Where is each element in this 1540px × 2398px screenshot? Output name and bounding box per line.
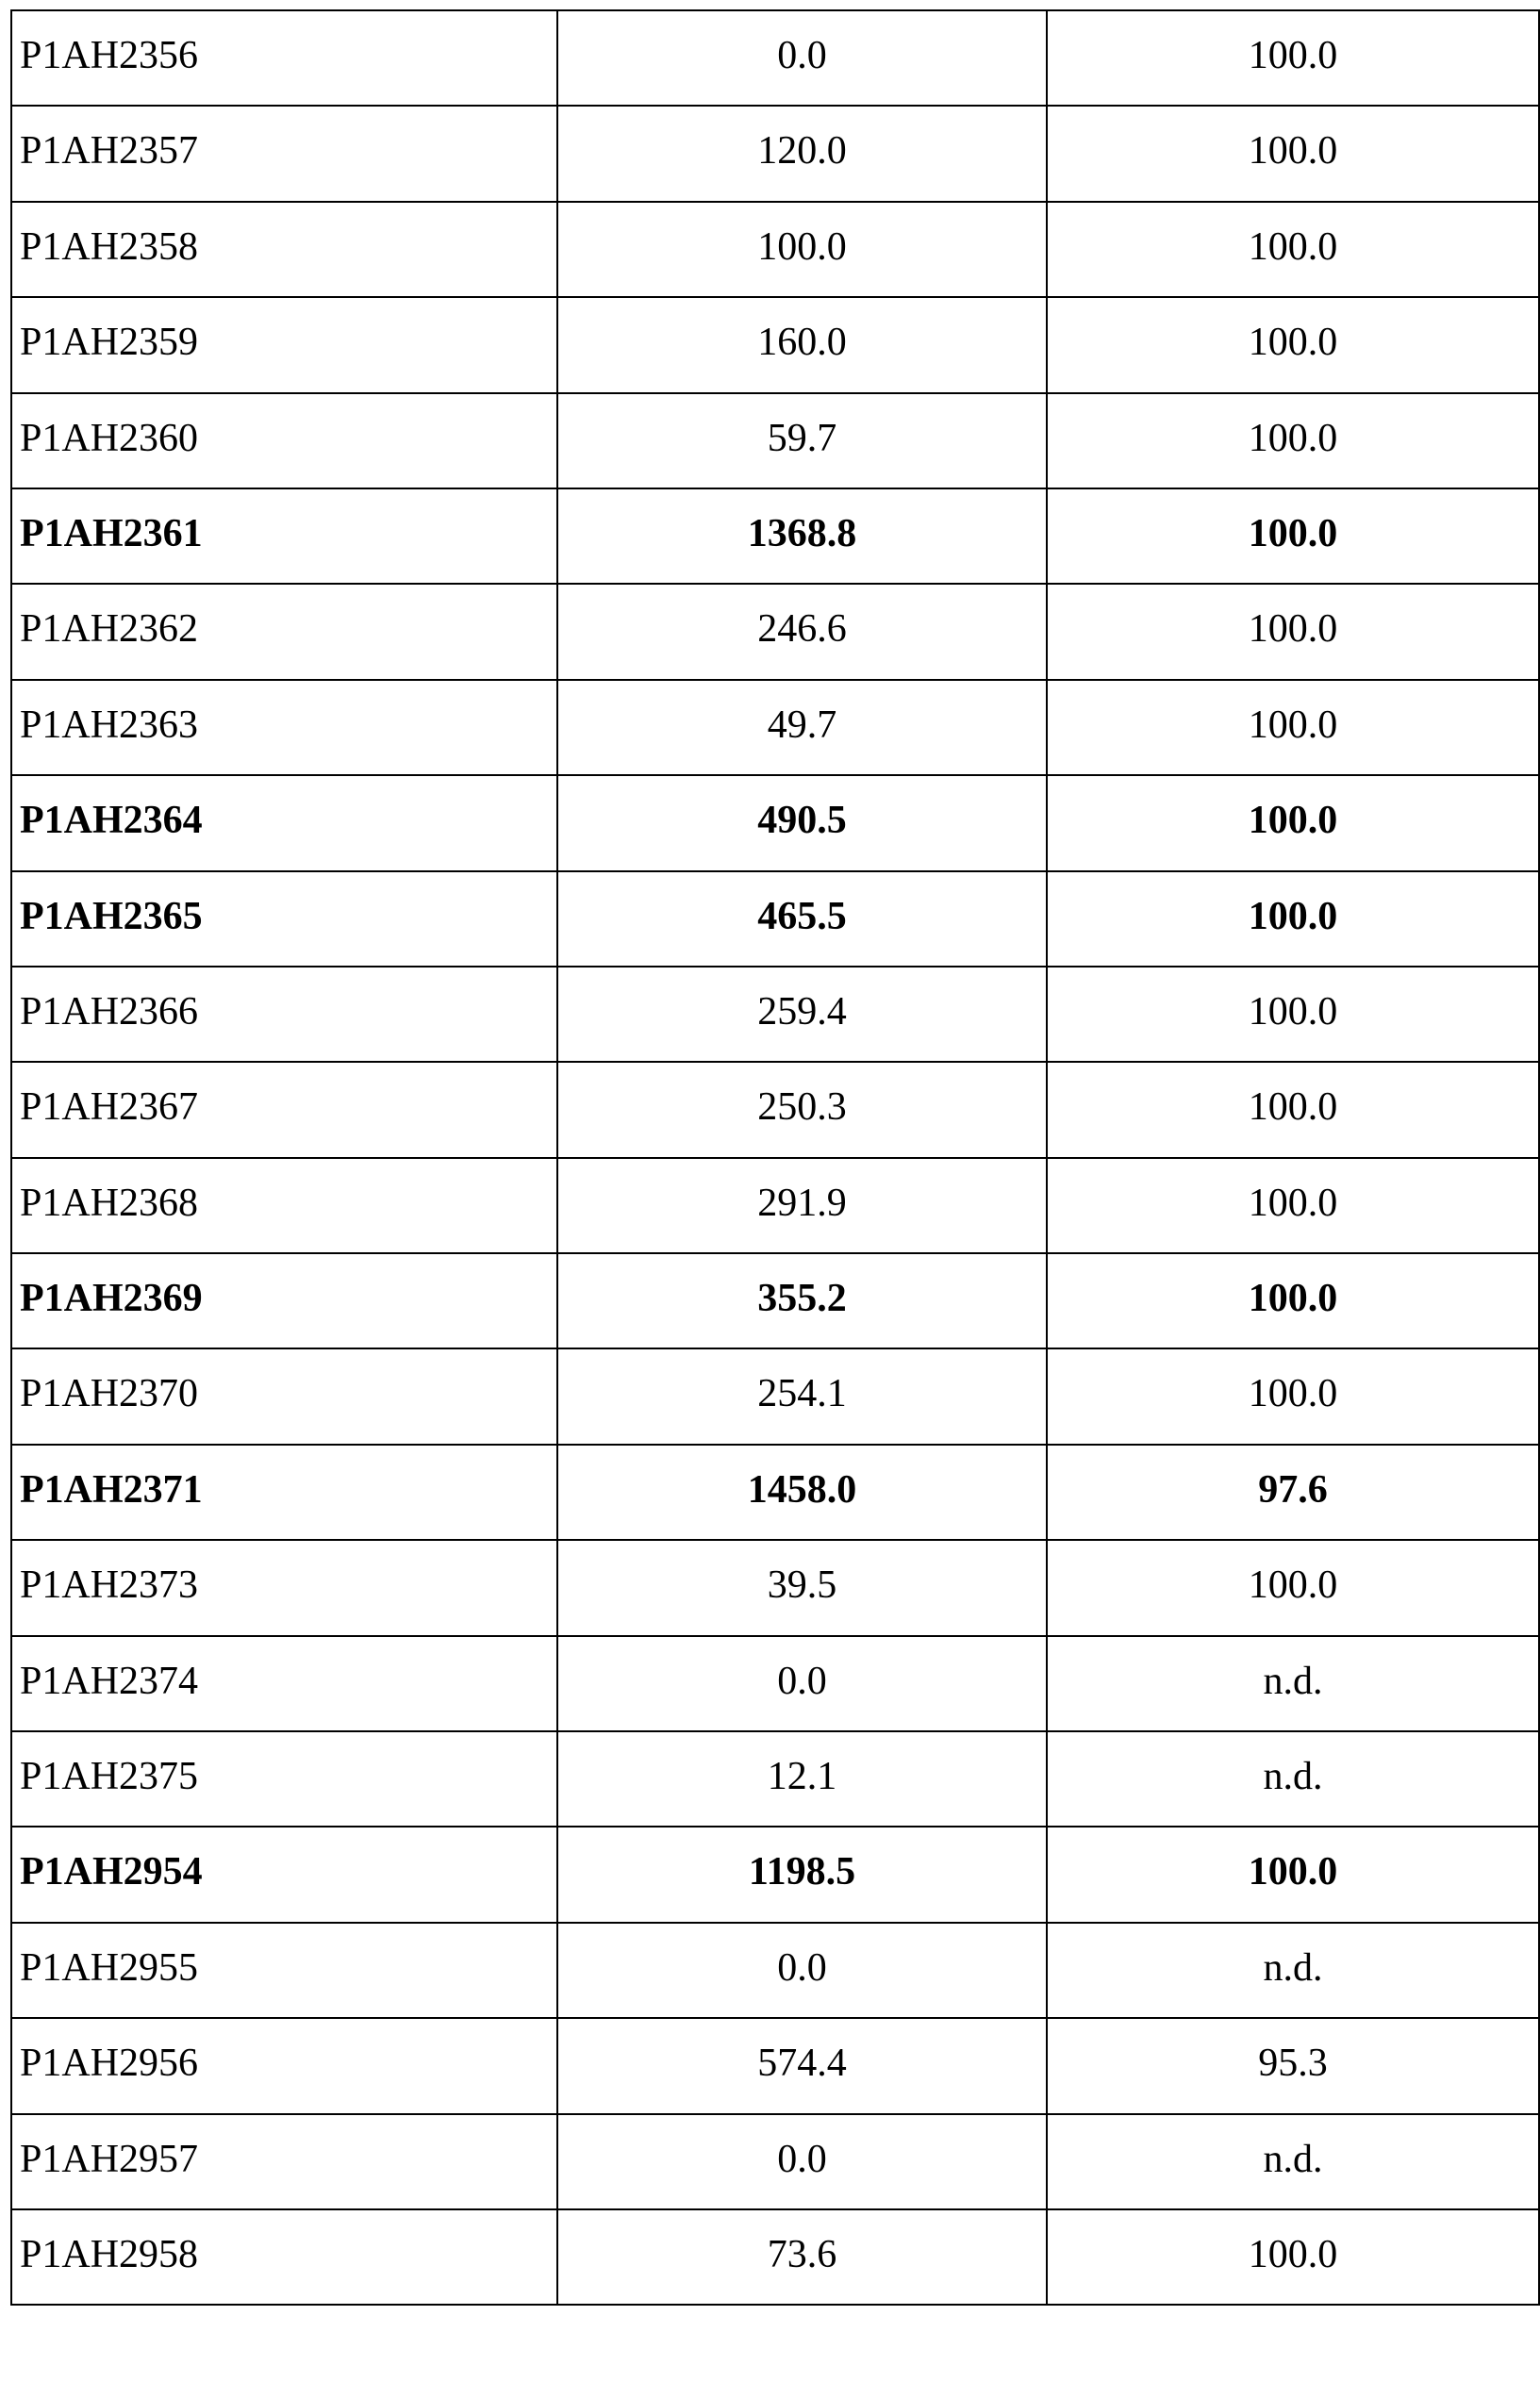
value2-cell: 95.3 xyxy=(1047,2018,1539,2113)
value2-cell: n.d. xyxy=(1047,1923,1539,2018)
value1-cell: 259.4 xyxy=(557,967,1047,1062)
row-id-cell: P1AH2958 xyxy=(11,2209,557,2305)
row-id-cell: P1AH2957 xyxy=(11,2114,557,2209)
value1-cell: 59.7 xyxy=(557,393,1047,488)
table-row xyxy=(11,297,1539,392)
value2-cell: 97.6 xyxy=(1047,1445,1539,1540)
value2-cell: 100.0 xyxy=(1047,1348,1539,1444)
table-row xyxy=(11,1253,1539,1348)
row-id-cell: P1AH2356 xyxy=(11,10,557,106)
value1-cell: 465.5 xyxy=(557,871,1047,967)
table-row xyxy=(11,393,1539,488)
value2-cell: 100.0 xyxy=(1047,1827,1539,1922)
value2-cell: 100.0 xyxy=(1047,202,1539,297)
value1-cell: 0.0 xyxy=(557,10,1047,106)
table-row xyxy=(11,2018,1539,2113)
value1-cell: 100.0 xyxy=(557,202,1047,297)
value2-cell: 100.0 xyxy=(1047,1540,1539,1635)
table-row xyxy=(11,584,1539,679)
value1-cell: 291.9 xyxy=(557,1158,1047,1253)
row-id-cell: P1AH2365 xyxy=(11,871,557,967)
table-row xyxy=(11,1062,1539,1157)
value1-cell: 12.1 xyxy=(557,1731,1047,1827)
value2-cell: n.d. xyxy=(1047,1731,1539,1827)
row-id-cell: P1AH2956 xyxy=(11,2018,557,2113)
row-id-cell: P1AH2360 xyxy=(11,393,557,488)
table-row xyxy=(11,488,1539,584)
value2-cell: 100.0 xyxy=(1047,2209,1539,2305)
table-row xyxy=(11,2209,1539,2305)
value1-cell: 246.6 xyxy=(557,584,1047,679)
row-id-cell: P1AH2357 xyxy=(11,106,557,201)
row-id-cell: P1AH2362 xyxy=(11,584,557,679)
value1-cell: 120.0 xyxy=(557,106,1047,201)
value2-cell: 100.0 xyxy=(1047,680,1539,775)
value1-cell: 250.3 xyxy=(557,1062,1047,1157)
table-row xyxy=(11,775,1539,870)
row-id-cell: P1AH2955 xyxy=(11,1923,557,2018)
table-row xyxy=(11,680,1539,775)
table-row xyxy=(11,1445,1539,1540)
row-id-cell: P1AH2374 xyxy=(11,1636,557,1731)
table-body xyxy=(11,10,1539,2305)
value2-cell: 100.0 xyxy=(1047,584,1539,679)
value1-cell: 39.5 xyxy=(557,1540,1047,1635)
table-row xyxy=(11,1540,1539,1635)
table-row xyxy=(11,1923,1539,2018)
value2-cell: 100.0 xyxy=(1047,775,1539,870)
value1-cell: 1368.8 xyxy=(557,488,1047,584)
table-row xyxy=(11,1827,1539,1922)
table-row xyxy=(11,967,1539,1062)
table-row xyxy=(11,1731,1539,1827)
row-id-cell: P1AH2363 xyxy=(11,680,557,775)
value2-cell: 100.0 xyxy=(1047,10,1539,106)
table-row xyxy=(11,871,1539,967)
row-id-cell: P1AH2366 xyxy=(11,967,557,1062)
value2-cell: 100.0 xyxy=(1047,871,1539,967)
value1-cell: 73.6 xyxy=(557,2209,1047,2305)
value1-cell: 574.4 xyxy=(557,2018,1047,2113)
row-id-cell: P1AH2373 xyxy=(11,1540,557,1635)
value1-cell: 1458.0 xyxy=(557,1445,1047,1540)
value2-cell: 100.0 xyxy=(1047,1062,1539,1157)
row-id-cell: P1AH2369 xyxy=(11,1253,557,1348)
row-id-cell: P1AH2361 xyxy=(11,488,557,584)
value2-cell: n.d. xyxy=(1047,2114,1539,2209)
value2-cell: 100.0 xyxy=(1047,488,1539,584)
value1-cell: 0.0 xyxy=(557,2114,1047,2209)
value1-cell: 490.5 xyxy=(557,775,1047,870)
row-id-cell: P1AH2359 xyxy=(11,297,557,392)
row-id-cell: P1AH2371 xyxy=(11,1445,557,1540)
value2-cell: 100.0 xyxy=(1047,1253,1539,1348)
row-id-cell: P1AH2368 xyxy=(11,1158,557,1253)
value2-cell: 100.0 xyxy=(1047,297,1539,392)
value1-cell: 1198.5 xyxy=(557,1827,1047,1922)
row-id-cell: P1AH2370 xyxy=(11,1348,557,1444)
value2-cell: 100.0 xyxy=(1047,1158,1539,1253)
value1-cell: 160.0 xyxy=(557,297,1047,392)
row-id-cell: P1AH2364 xyxy=(11,775,557,870)
value1-cell: 49.7 xyxy=(557,680,1047,775)
value2-cell: 100.0 xyxy=(1047,106,1539,201)
row-id-cell: P1AH2358 xyxy=(11,202,557,297)
row-id-cell: P1AH2375 xyxy=(11,1731,557,1827)
value1-cell: 0.0 xyxy=(557,1636,1047,1731)
value1-cell: 254.1 xyxy=(557,1348,1047,1444)
value1-cell: 0.0 xyxy=(557,1923,1047,2018)
row-id-cell: P1AH2954 xyxy=(11,1827,557,1922)
table-row xyxy=(11,202,1539,297)
value1-cell: 355.2 xyxy=(557,1253,1047,1348)
row-id-cell: P1AH2367 xyxy=(11,1062,557,1157)
table-row xyxy=(11,1348,1539,1444)
table-row xyxy=(11,1158,1539,1253)
table-row xyxy=(11,1636,1539,1731)
table-row xyxy=(11,106,1539,201)
table-row xyxy=(11,2114,1539,2209)
table-row xyxy=(11,10,1539,106)
value2-cell: n.d. xyxy=(1047,1636,1539,1731)
value2-cell: 100.0 xyxy=(1047,967,1539,1062)
data-table xyxy=(10,9,1540,2306)
value2-cell: 100.0 xyxy=(1047,393,1539,488)
